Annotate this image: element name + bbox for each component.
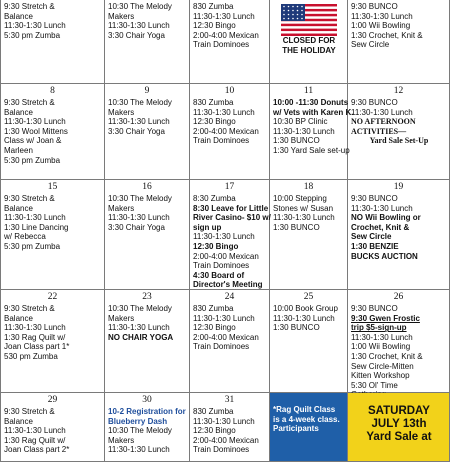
event-line: Crochet, Knit & [351, 222, 410, 232]
event-line: 9:30 Stretch & [4, 98, 55, 107]
event-line: 2:00-4:00 Mexican [193, 251, 259, 261]
event-line: 9:30 Stretch & [4, 407, 55, 416]
event-line: NO AFTERNOON [351, 117, 416, 127]
day-number: 10 [224, 86, 235, 96]
event-line: 12:30 Bingo [193, 21, 236, 31]
event-line: Train Dominoes [193, 445, 250, 455]
calendar-day-cell [0, 393, 105, 462]
event-line: 9:30 Gwen Frostic [351, 313, 420, 323]
event-line: Sew Circle [351, 40, 390, 50]
event-line: 830 Zumba [193, 304, 234, 313]
calendar-day-cell [105, 290, 190, 393]
event-line: 3:30 Chair Yoga [108, 126, 165, 136]
event-line: Makers [108, 11, 135, 21]
event-line: 1:30 Crochet, Knit & [351, 351, 423, 361]
event-line: 11:30-1:30 Lunch [4, 323, 66, 333]
event-line: 9:30 Stretch & [4, 194, 55, 203]
event-line: 1:30 BENZIE [351, 241, 399, 251]
event-line: 5:30 pm Zumba [4, 30, 61, 40]
event-line: 12:30 Bingo [193, 323, 236, 333]
day-events [193, 194, 271, 290]
event-line: 12:30 Bingo [193, 241, 239, 251]
event-line: Balance [4, 203, 33, 213]
event-line: 11:30-1:30 Lunch [273, 313, 335, 323]
calendar-day-cell [348, 290, 450, 393]
event-line: 2:00-4:00 Mexican [193, 332, 259, 342]
event-line: 11:30-1:30 Lunch [193, 416, 255, 426]
event-line: Sew Circle-Mitten [351, 361, 414, 371]
day-events [4, 2, 102, 40]
event-line: 11:30-1:30 Lunch [273, 126, 335, 136]
event-line: 2:00-4:00 Mexican [193, 126, 259, 136]
event-line: Blueberry Dash [108, 416, 168, 426]
event-line: 10:30 The Melody [108, 194, 172, 203]
event-line: 11:30-1:30 Lunch [193, 107, 255, 117]
day-events [273, 2, 345, 55]
calendar-day-cell [190, 0, 270, 84]
calendar-day-cell [0, 290, 105, 393]
event-line: Makers [108, 435, 135, 445]
event-line: 10-2 Registration for [108, 407, 186, 416]
calendar-day-cell [270, 0, 348, 84]
event-line: THE HOLIDAY [282, 45, 336, 55]
event-line: 1:30 BUNCO [273, 222, 320, 232]
calendar-day-cell [190, 84, 270, 180]
event-line: 9:30 Stretch & [4, 304, 55, 313]
calendar-day-cell [348, 393, 450, 462]
day-number: 22 [47, 292, 58, 302]
day-number: 12 [393, 86, 404, 96]
event-line: 11:30-1:30 Lunch [193, 11, 255, 21]
event-line: Train Dominoes [193, 136, 250, 146]
day-number: 11 [303, 86, 314, 96]
event-line: 11:30-1:30 Lunch [4, 426, 66, 436]
event-line: 11:30-1:30 Lunch [4, 213, 66, 223]
event-line: 11:30-1:30 Lunch [108, 213, 170, 223]
event-line: BUCKS AUCTION [351, 251, 418, 261]
event-line: Joan Class part 2* [4, 445, 70, 455]
day-number: 15 [47, 182, 58, 192]
calendar-day-cell [0, 84, 105, 180]
day-number: 9 [144, 86, 150, 96]
event-line: Makers [108, 313, 135, 323]
day-number: 31 [224, 395, 235, 405]
event-line: Train Dominoes [193, 342, 250, 352]
event-line: Makers [108, 107, 135, 117]
event-line: w/ Rebecca [4, 232, 46, 242]
event-line: 9:30 Stretch & [4, 2, 55, 11]
event-line: 11:30-1:30 Lunch [273, 213, 335, 223]
event-line: 10:30 BP Clinic [273, 117, 328, 127]
event-line: 3:30 Chair Yoga [108, 222, 165, 232]
event-line: 1:30 Crochet, Knit & [351, 30, 423, 40]
event-line: 10:30 The Melody [108, 2, 172, 11]
day-number: 8 [50, 86, 55, 96]
event-line: 8:30 Zumba [193, 194, 236, 203]
event-line: Makers [108, 203, 135, 213]
event-line: Director's Meeting [193, 280, 263, 290]
event-line: 4:30 Board of [193, 270, 245, 280]
day-events [4, 98, 102, 165]
day-events [4, 304, 102, 362]
day-events [108, 407, 187, 455]
event-line: 1:30 Line Dancing [4, 222, 69, 232]
day-number: 29 [47, 395, 58, 405]
event-line: 830 Zumba [193, 2, 234, 11]
event-line: 5:30 pm Zumba [4, 155, 61, 165]
event-line: Balance [4, 11, 33, 21]
day-number: 19 [393, 182, 404, 192]
event-line: 3:30 Chair Yoga [108, 30, 165, 40]
event-line: 11:30-1:30 Lunch [108, 323, 170, 333]
event-line: 11:30-1:30 Lunch [351, 11, 413, 21]
event-line: 11:30-1:30 Lunch [108, 117, 170, 127]
day-events [351, 304, 447, 400]
calendar-day-cell [270, 84, 354, 180]
calendar-day-cell [348, 0, 450, 84]
event-line: Balance [4, 107, 33, 117]
calendar-day-cell [105, 0, 190, 84]
event-line: 1:30 BUNCO [273, 323, 320, 333]
day-number: 18 [303, 182, 314, 192]
day-events [4, 407, 102, 455]
calendar-day-cell [190, 180, 270, 290]
event-line: 1:30 Rag Quilt w/ [4, 435, 66, 445]
day-number: 30 [142, 395, 152, 405]
day-events [108, 2, 187, 40]
day-number: 16 [142, 182, 152, 192]
day-number: 26 [393, 292, 404, 302]
event-line: Class w/ Joan & [4, 136, 62, 146]
event-line: 11:30-1:30 Lunch [351, 332, 413, 342]
event-line: 1:30 Yard Sale set-up [273, 145, 350, 155]
day-events [108, 98, 187, 136]
event-line: 1:30 BUNCO [273, 136, 320, 146]
event-line: 9:30 BUNCO [351, 98, 398, 107]
day-events [273, 194, 345, 232]
event-line: 12:30 Bingo [193, 117, 236, 127]
event-line: 2:00-4:00 Mexican [193, 30, 259, 40]
day-events [193, 407, 267, 455]
event-line: 10:30 The Melody [108, 304, 172, 313]
event-line: 9:30 BUNCO [351, 304, 398, 313]
day-events [4, 194, 102, 252]
event-line: 1:00 Wii Bowling [351, 21, 411, 31]
event-line: Train Dominoes [193, 40, 250, 50]
event-line: 12:30 Bingo [193, 426, 236, 436]
calendar-day-cell [270, 180, 348, 290]
event-line: w/ Vets with Karen K. [273, 107, 354, 117]
event-line: 830 Zumba [193, 98, 234, 107]
calendar-day-cell [348, 180, 450, 290]
event-line: Marleen [4, 145, 33, 155]
day-events [351, 194, 447, 261]
event-line: Sew Circle [351, 232, 392, 242]
event-line: Stones w/ Susan [273, 203, 334, 213]
event-line: sign up [193, 222, 222, 232]
day-events [108, 194, 187, 232]
event-line: ACTIVITIES— [351, 126, 407, 136]
event-line: 5:30 Ol' Time [351, 380, 398, 390]
event-line: 10:00 Book Group [273, 304, 338, 313]
event-line: Participants [273, 424, 319, 434]
day-number: 25 [303, 292, 314, 302]
day-events [273, 405, 345, 434]
event-line: 1:00 Wii Bowling [351, 342, 411, 352]
event-line: 11:30-1:30 Lunch [193, 232, 255, 242]
day-events [273, 304, 345, 333]
day-events [193, 98, 267, 146]
calendar-day-cell [348, 84, 450, 180]
event-line: 9:30 BUNCO [351, 2, 398, 11]
event-line: 1:30 Rag Quilt w/ [4, 332, 66, 342]
event-line: 5:30 pm Zumba [4, 241, 61, 251]
event-line: 1:30 Wool Mittens [4, 126, 68, 136]
event-line: 10:30 The Melody [108, 426, 172, 436]
event-line: Train Dominoes [193, 261, 250, 271]
event-line: 11:30-1:30 Lunch [351, 107, 413, 117]
event-line: 11:30-1:30 Lunch [4, 117, 66, 127]
day-number: 17 [224, 182, 235, 192]
event-line: 11:30-1:30 Lunch [4, 21, 66, 31]
day-number: 23 [142, 292, 152, 302]
day-events [351, 2, 447, 50]
event-line: Yard Sale at [366, 431, 432, 443]
event-line: 11:30-1:30 Lunch [351, 203, 413, 213]
calendar-day-cell [105, 393, 190, 462]
event-line: JULY 13th [371, 418, 427, 430]
event-line: 2:00-4:00 Mexican [193, 435, 259, 445]
event-line: 10:00 Stepping [273, 194, 327, 203]
calendar-day-cell [270, 393, 348, 462]
event-line: Balance [4, 416, 33, 426]
event-line: Kitten Workshop [351, 371, 410, 381]
calendar-day-cell [105, 84, 190, 180]
day-events [108, 304, 187, 342]
event-line: 11:30-1:30 Lunch [108, 21, 170, 31]
us-flag-icon [281, 4, 337, 36]
event-line: CLOSED FOR [282, 36, 336, 45]
day-events [193, 304, 267, 352]
day-events [193, 2, 267, 50]
day-number: 24 [224, 292, 235, 302]
event-line: NO CHAIR YOGA [108, 332, 174, 342]
event-line: 10:00 -11:30 Donuts [273, 98, 349, 107]
event-line: 8:30 Leave for Little [193, 203, 269, 213]
event-line: 10:30 The Melody [108, 98, 172, 107]
day-events [351, 98, 447, 146]
event-line: River Casino- $10 w/ [193, 213, 271, 223]
event-line: 530 pm Zumba [4, 351, 58, 361]
event-line: 9:30 BUNCO [351, 194, 398, 203]
day-events [351, 405, 447, 444]
event-line: is a 4-week class. [273, 414, 340, 424]
event-line: 11:30-1:30 Lunch [193, 313, 255, 323]
day-events [273, 98, 354, 156]
calendar-day-cell [105, 180, 190, 290]
calendar-day-cell [190, 393, 270, 462]
event-line: SATURDAY [368, 405, 430, 417]
event-line: NO Wii Bowling or [351, 213, 421, 223]
calendar-day-cell [0, 0, 105, 84]
event-line: 11:30-1:30 Lunch [108, 445, 170, 455]
event-line: trip $5-sign-up [351, 323, 407, 333]
event-line: *Rag Quilt Class [273, 405, 336, 414]
calendar-day-cell [270, 290, 348, 393]
calendar-day-cell [0, 180, 105, 290]
event-line: Balance [4, 313, 33, 323]
calendar-day-cell [190, 290, 270, 393]
event-line: 830 Zumba [193, 407, 234, 416]
event-line: Yard Sale Set-Up [369, 136, 429, 146]
event-line: Joan Class part 1* [4, 342, 70, 352]
